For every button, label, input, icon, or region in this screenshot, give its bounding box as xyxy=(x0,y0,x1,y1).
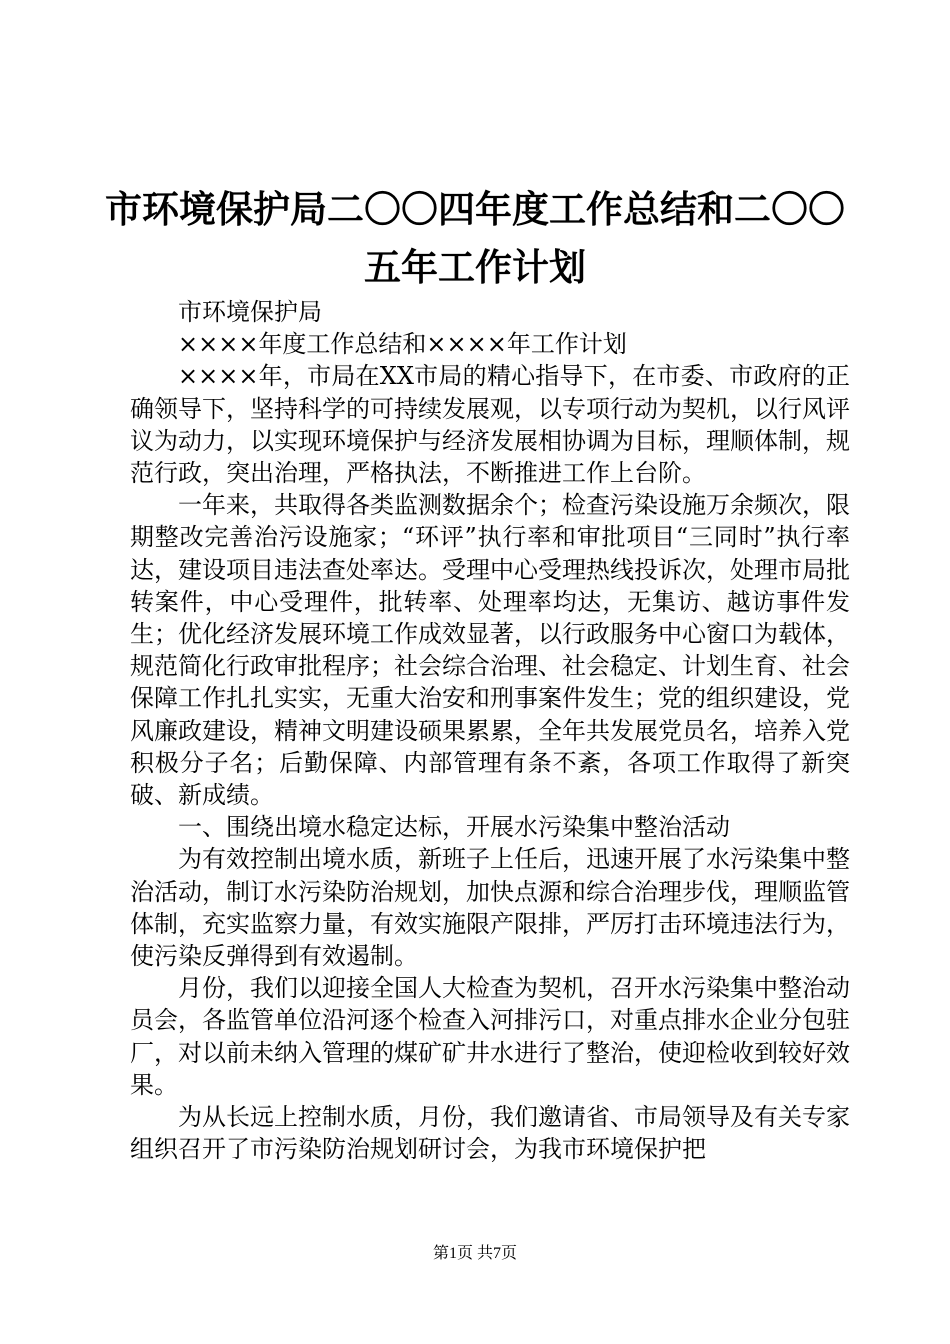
document-title-line-2: 五年工作计划 xyxy=(364,246,586,289)
paragraph-inspection: 月份，我们以迎接全国人大检查为契机，召开水污染集中整治动员会，各监管单位沿河逐个检查入河排污口，对重点排水企业分包驻厂，对以前未纳入管理的煤矿矿井水进行了整治，使迎检收到较好效果。 xyxy=(130,974,850,1099)
paragraph-intro: ××××年，市局在XX市局的精心指导下，在市委、市政府的正确领导下，坚持科学的可持续发展观，以专项行动为契机，以行风评议为动力，以实现环境保护与经济发展相协调为目标，理顺体制，规范行政，突出治理，严格执法，不断推进工作上台阶。 xyxy=(130,362,850,488)
document-body xyxy=(130,296,850,1165)
page-footer: 第1页 共7页 xyxy=(432,1245,517,1262)
paragraph-achievements: 一年来，共取得各类监测数据余个；检查污染设施万余频次，限期整改完善治污设施家；“环评”执行率和审批项目“三同时”执行率达，建设项目违法查处率达。受理中心受理热线投诉次，处理市局批转案件，中心受理件，批转率、处理率均达，无集访、越访事件发生；优化经济发展环境工作成效显著，以行政服务中心窗口为载体，规范简化行政审批程序；社会综合治理、社会稳定、计划生育、社会保障工作扎扎实实，无重大治安和刑事案件发生；党的组织建设，党风廉政建设，精神文明建设硕果累累，全年共发展党员名，培养入党积极分子名；后勤保障、内部管理有条不紊，各项工作取得了新突破、新成绩。 xyxy=(130,491,850,810)
paragraph-author: 市环境保护局 xyxy=(178,298,322,326)
paragraph-subtitle: ××××年度工作总结和××××年工作计划 xyxy=(178,330,627,359)
paragraph-planning: 为从长远上控制水质，月份，我们邀请省、市局领导及有关专家组织召开了市污染防治规划研讨会，为我市环境保护把 xyxy=(130,1103,850,1164)
paragraph-water-control: 为有效控制出境水质，新班子上任后，迅速开展了水污染集中整治活动，制订水污染防治规划，加快点源和综合治理步伐，理顺监管体制，充实监察力量，有效实施限产限排，严厉打击环境违法行为，使污染反弹得到有效遏制。 xyxy=(130,845,850,971)
document-title-line-1: 市环境保护局二〇〇四年度工作总结和二〇〇 xyxy=(105,188,845,231)
section-heading-1: 一、围绕出境水稳定达标，开展水污染集中整治活动 xyxy=(178,813,730,842)
